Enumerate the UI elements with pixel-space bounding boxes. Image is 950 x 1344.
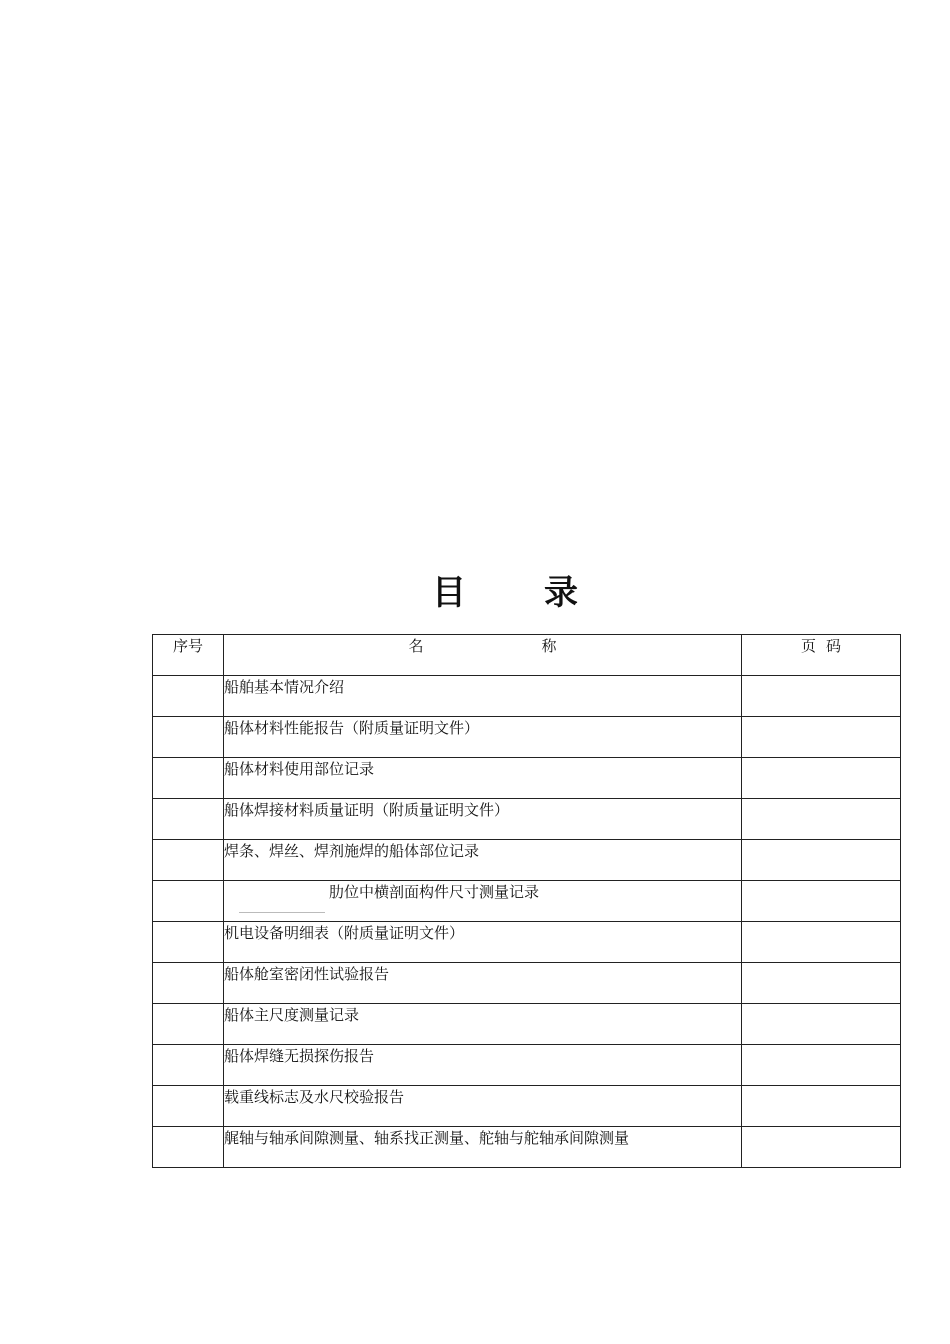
row-page (742, 676, 901, 717)
row-name: 肋位中横剖面构件尺寸测量记录 (329, 883, 540, 901)
row-number (153, 799, 224, 840)
row-number (153, 758, 224, 799)
header-name-char-2: 称 (541, 637, 557, 655)
row-name: 船体材料性能报告（附质量证明文件） (224, 717, 742, 758)
table-row (153, 717, 901, 758)
row-number (153, 1127, 224, 1168)
table-row (153, 1086, 901, 1127)
table-row (153, 840, 901, 881)
header-page-char-1: 页 (800, 637, 816, 655)
row-page (742, 963, 901, 1004)
table-row (153, 963, 901, 1004)
row-name: 船体焊接材料质量证明（附质量证明文件） (224, 799, 742, 840)
table-row (153, 799, 901, 840)
row-name: 船体主尺度测量记录 (224, 1004, 742, 1045)
row-page (742, 1004, 901, 1045)
row-name: 焊条、焊丝、焊剂施焊的船体部位记录 (224, 840, 742, 881)
row-page (742, 881, 901, 922)
title-char-1: 目 (432, 573, 466, 613)
table-row (153, 758, 901, 799)
row-name: 船舶基本情况介绍 (224, 676, 742, 717)
row-name: 艉轴与轴承间隙测量、轴系找正测量、舵轴与舵轴承间隙测量 (224, 1127, 742, 1168)
header-number: 序号 (153, 635, 224, 676)
row-page (742, 1127, 901, 1168)
table-row (153, 676, 901, 717)
toc-header-row (153, 635, 901, 676)
row-name: 载重线标志及水尺校验报告 (224, 1086, 742, 1127)
row-page (742, 799, 901, 840)
row-page (742, 922, 901, 963)
row-name-cell (224, 881, 742, 922)
row-page (742, 1045, 901, 1086)
header-page-char-2: 码 (826, 637, 842, 655)
row-name: 船体焊缝无损探伤报告 (224, 1045, 742, 1086)
table-row (153, 1045, 901, 1086)
row-number (153, 1045, 224, 1086)
header-name (224, 635, 742, 676)
row-name: 机电设备明细表（附质量证明文件） (224, 922, 742, 963)
row-number (153, 717, 224, 758)
table-row (153, 1004, 901, 1045)
row-number (153, 963, 224, 1004)
row-number (153, 1004, 224, 1045)
row-page (742, 1086, 901, 1127)
title-char-2: 录 (544, 573, 578, 613)
row-number (153, 1086, 224, 1127)
row-number (153, 881, 224, 922)
row-number (153, 922, 224, 963)
blank-underline (239, 912, 325, 913)
table-row (153, 922, 901, 963)
header-page (742, 635, 901, 676)
row-name: 船体舱室密闭性试验报告 (224, 963, 742, 1004)
row-page (742, 758, 901, 799)
page-title (0, 568, 950, 618)
header-name-char-1: 名 (408, 637, 424, 655)
table-row (153, 881, 901, 922)
row-number (153, 676, 224, 717)
toc-table (152, 634, 901, 1168)
table-row (153, 1127, 901, 1168)
row-page (742, 840, 901, 881)
row-page (742, 717, 901, 758)
row-name: 船体材料使用部位记录 (224, 758, 742, 799)
row-number (153, 840, 224, 881)
